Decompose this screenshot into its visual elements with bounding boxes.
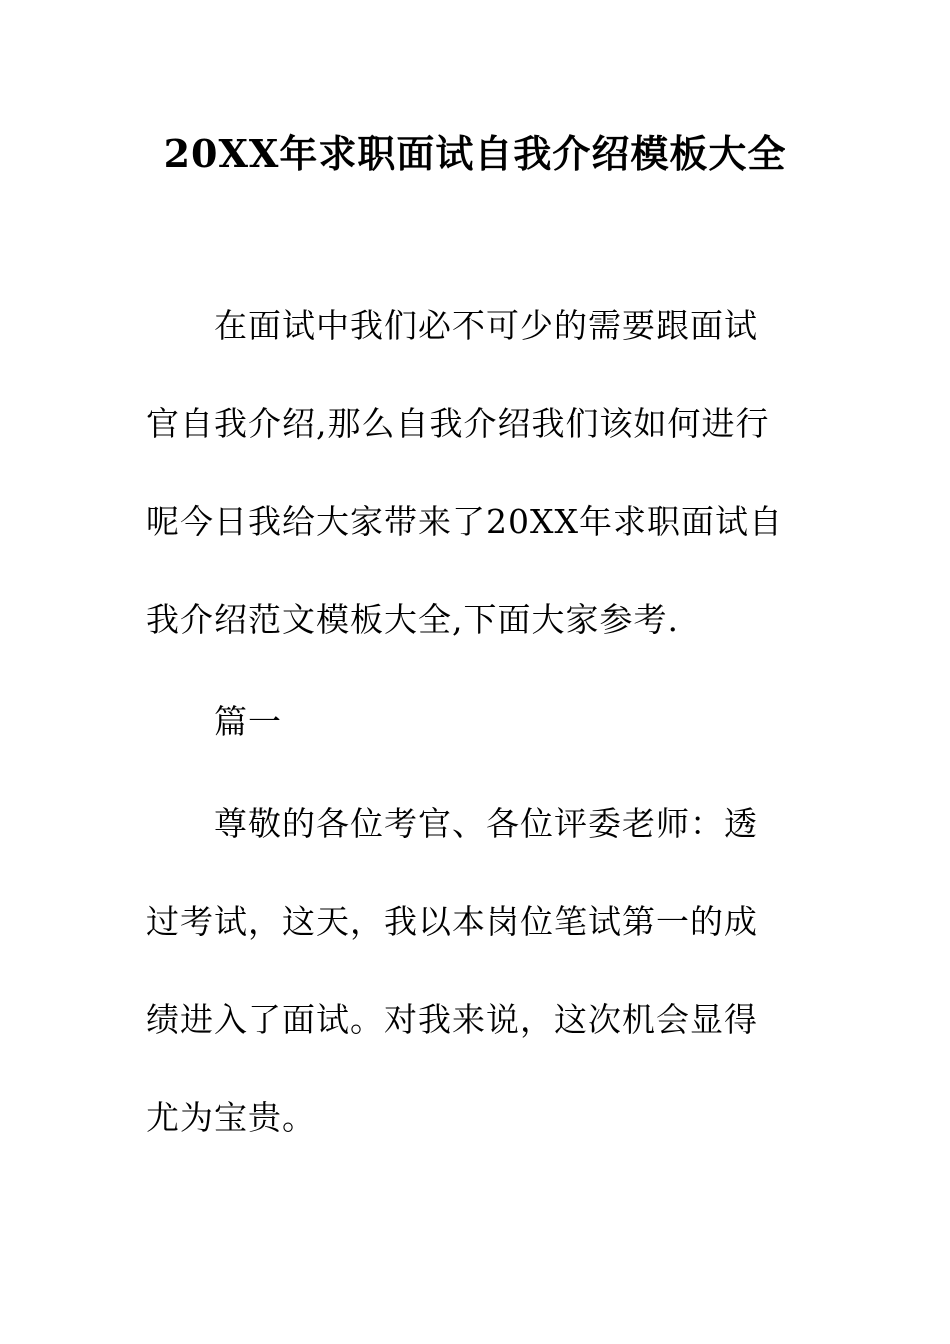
section-heading: 篇一: [214, 702, 282, 741]
paragraph-body-line-1: 尊敬的各位考官、各位评委老师：透: [214, 804, 758, 843]
paragraph-body-line-2: 过考试，这天，我以本岗位笔试第一的成: [146, 902, 758, 941]
paragraph-intro-line-3: 呢今日我给大家带来了20XX年求职面试自: [146, 502, 783, 541]
paragraph-body-line-3: 绩进入了面试。对我来说，这次机会显得: [146, 1000, 758, 1039]
paragraph-intro-line-1: 在面试中我们必不可少的需要跟面试: [214, 306, 758, 345]
paragraph-body-line-4: 尤为宝贵。: [146, 1098, 316, 1137]
document-title: 20XX年求职面试自我介绍模板大全: [163, 131, 787, 176]
paragraph-intro-line-2: 官自我介绍,那么自我介绍我们该如何进行: [146, 404, 770, 443]
paragraph-intro-line-4: 我介绍范文模板大全,下面大家参考.: [146, 600, 679, 639]
